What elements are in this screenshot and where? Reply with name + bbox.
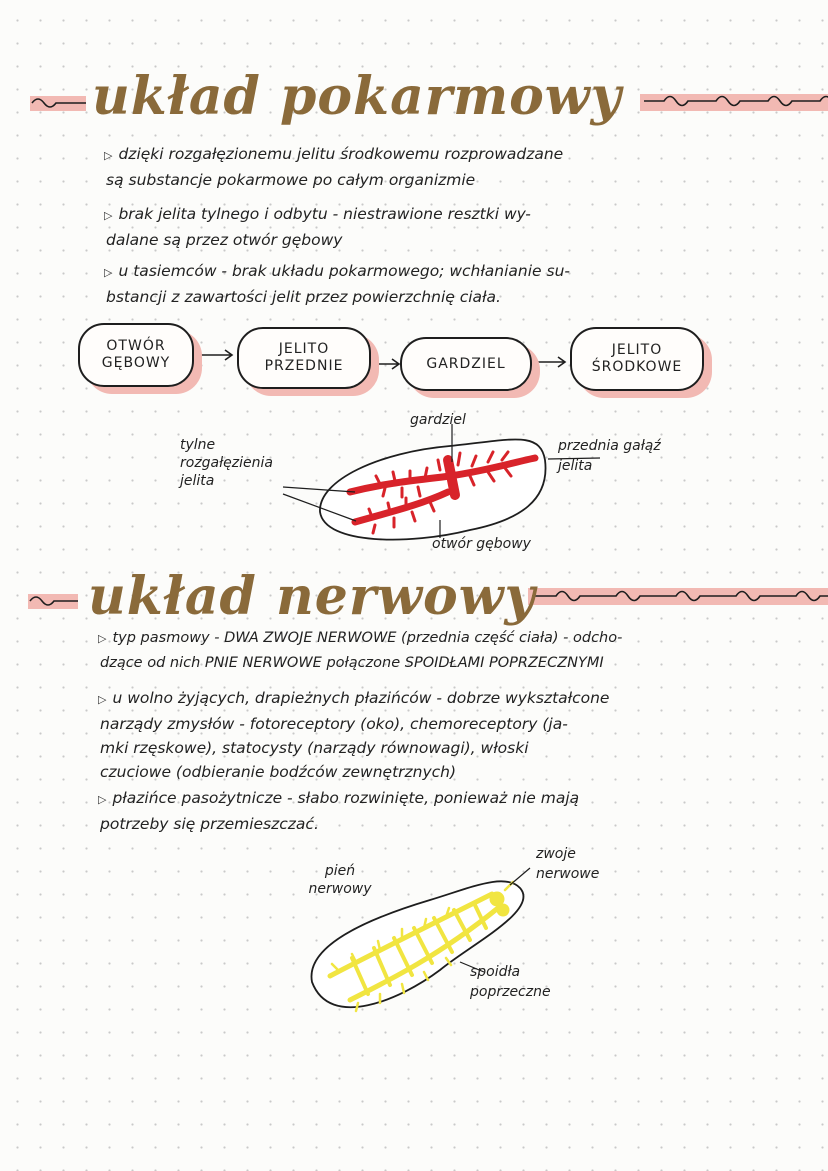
paragraph-5-line-4: czuciowe (odbieranie bodźców zewnętrznych) [100,763,457,781]
label-hind-branches: tylne rozgałęzienia jelita [180,437,273,489]
paragraph-4-line-2: dzące od nich PNIE NERWOWE połączone SPOIDŁAMI POPRZECZNYMI [100,655,604,671]
label-nerve-trunk: pień nerwowy [308,863,372,897]
paragraph-3 [104,259,794,309]
paragraph-2 [104,202,784,252]
flow-box-foregut: JELITO PRZEDNIE [237,327,371,389]
paragraph-6 [98,786,798,836]
flow-box-mouth: OTWÓR GĘBOWY [78,323,194,387]
bullet-icon: ▷ [98,693,107,706]
paragraph-1-line-1: dzięki rozgałęzionemu jelitu środkowemu rozprowadzane [118,145,564,163]
label-ganglia: zwoje nerwowe [536,846,600,882]
label-front-branch: przednia gałąź jelita [558,438,661,474]
paragraph-2-line-1: brak jelita tylnego i odbytu - niestrawione resztki wy- [118,205,531,223]
paragraph-5 [98,686,798,784]
paragraph-2-line-2: dalane są przez otwór gębowy [106,231,343,249]
bullet-icon: ▷ [104,209,113,222]
bullet-icon: ▷ [98,793,107,806]
paragraph-6-line-1: płazińce pasożytnicze - słabo rozwinięte, ponieważ nie mają [112,789,580,807]
digestive-diagram [283,424,600,540]
label-commissures: spoidła poprzeczne [470,964,551,1000]
section-title-digestive: układ pokarmowy [92,66,622,127]
title-ribbon-right-2 [528,588,828,605]
paragraph-6-line-2: potrzeby się przemieszczać. [100,815,319,833]
bullet-icon: ▷ [104,149,113,162]
section-title-nervous: układ nerwowy [88,566,536,627]
paragraph-5-line-1: u wolno żyjących, drapieżnych płazińców - dobrze wykształcone [112,689,610,707]
title-ribbon-right-1 [640,94,828,111]
paragraph-4 [98,626,798,675]
label-mouth: otwór gębowy [432,536,531,552]
paragraph-4-line-1: typ pasmowy - DWA ZWOJE NERWOWE (przednia część ciała) - odcho- [112,630,623,646]
paragraph-3-line-1: u tasiemców - brak układu pokarmowego; wchłanianie su- [118,262,571,280]
flow-box-midgut: JELITO ŚRODKOWE [570,327,704,391]
paragraph-5-line-2: narządy zmysłów - fotoreceptory (oko), chemoreceptory (ja- [100,715,568,733]
bullet-icon: ▷ [104,266,113,279]
paragraph-3-line-2: bstancji z zawartości jelit przez powierzchnię ciała. [106,288,501,306]
title-ribbon-left-1 [30,96,86,111]
title-ribbon-left-2 [28,594,78,609]
flow-box-pharynx: GARDZIEL [400,337,532,391]
paragraph-1 [104,142,764,192]
bullet-icon: ▷ [98,632,107,645]
label-pharynx: gardziel [410,412,466,428]
paragraph-1-line-2: są substancje pokarmowe po całym organizmie [106,171,476,189]
paragraph-5-line-3: mki rzęskowe), statocysty (narządy równowagi), włoski [100,739,529,757]
